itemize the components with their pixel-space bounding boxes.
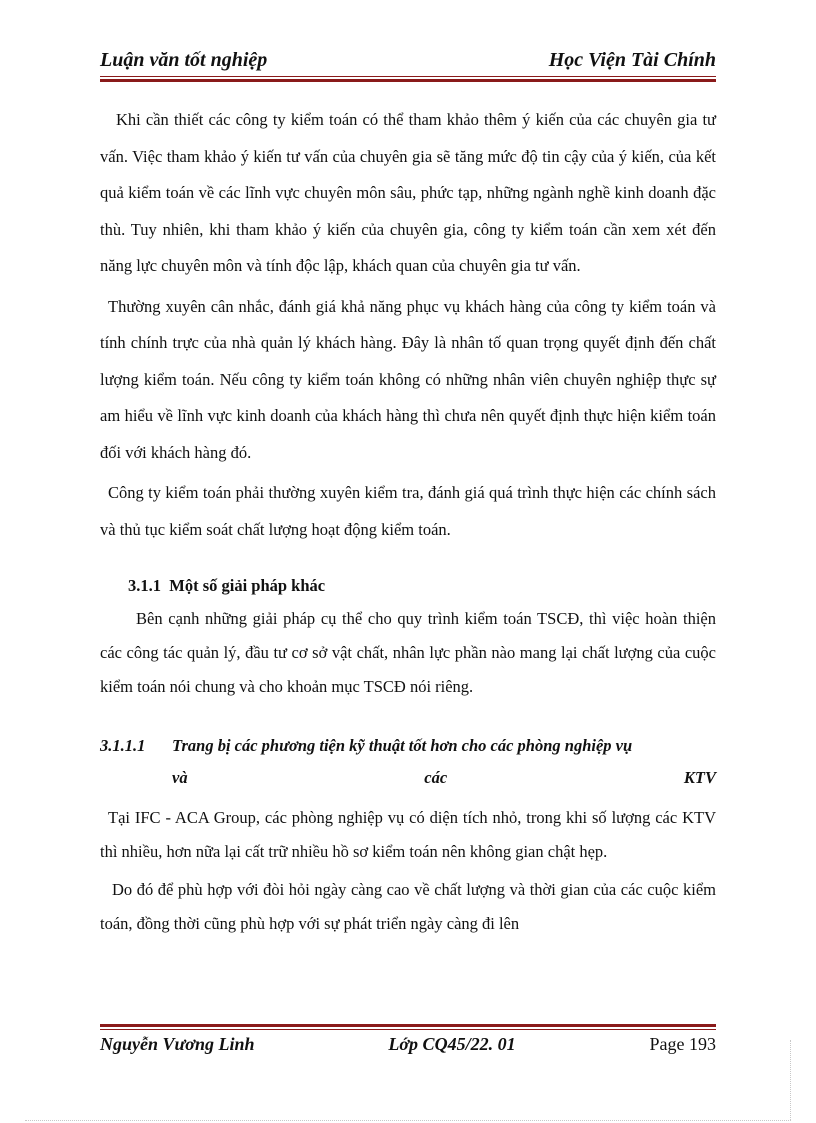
paragraph-conclusion: Do đó để phù hợp với đòi hỏi ngày càng cao về chất lượng và thời gian của các cuộc kiểm toán, đồng thời cũng phù hợp với sự phát triển ngày càng đi lên — [100, 880, 716, 933]
paragraph-quality-control: Công ty kiểm toán phải thường xuyên kiểm tra, đánh giá quá trình thực hiện các chính sách và thủ tục kiểm soát chất lượng hoạt động kiểm toán. — [100, 483, 716, 539]
footer-rule-thick — [100, 1024, 716, 1027]
footer-class: Lớp CQ45/22. 01 — [388, 1034, 516, 1054]
subsection-title-line1: Trang bị các phương tiện kỹ thuật tốt hơn cho các phòng nghiệp vụ — [172, 736, 633, 755]
page-footer — [100, 1034, 716, 1055]
paragraph-expert-consulting: Khi cần thiết các công ty kiểm toán có thể tham khảo thêm ý kiến của các chuyên gia tư vấn. Việc tham khảo ý kiến tư vấn của chuyên gia sẽ tăng mức độ tin cậy của ý kiến, của kết quả kiểm toán về các lĩnh vực chuyên môn sâu, phức tạp, những ngành nghề kinh doanh đặc thù. Tuy nhiên, khi tham khảo ý kiến của chuyên gia, công ty kiểm toán cần xem xét đến năng lực chuyên môn và tính độc lập, khách quan của chuyên gia tư vấn. — [100, 110, 716, 275]
page-header — [100, 46, 716, 72]
paragraph-other-solutions: Bên cạnh những giải pháp cụ thể cho quy trình kiểm toán TSCĐ, thì việc hoàn thiện các công tác quản lý, đầu tư cơ sở vật chất, nhân lực phần nào mang lại chất lượng của cuộc kiểm toán nói chung và cho khoản mục TSCĐ nói riêng. — [100, 609, 716, 696]
body-block-2 — [100, 602, 716, 704]
subsection-number: 3.1.1.1 — [100, 736, 146, 755]
subsection-title-word: KTV — [683, 768, 716, 787]
header-rule-thick — [100, 79, 716, 82]
subsection-title-word: các — [424, 768, 448, 787]
footer-rule-thin — [100, 1029, 716, 1030]
header-institution: Học Viện Tài Chính — [548, 49, 716, 71]
section-number: 3.1.1 — [128, 576, 161, 595]
footer-author: Nguyễn Vương Linh — [100, 1034, 255, 1054]
page-border-bottom — [25, 1120, 791, 1121]
body-block-3 — [100, 801, 716, 941]
header-rule-thin — [100, 76, 716, 77]
paragraph-office-space: Tại IFC - ACA Group, các phòng nghiệp vụ có diện tích nhỏ, trong khi số lượng các KTV thì nhiều, hơn nữa lại cất trữ nhiều hồ sơ kiểm toán nên không gian chật hẹp. — [100, 808, 716, 861]
page-number: Page 193 — [649, 1034, 716, 1054]
subsection-title-word: và — [172, 768, 188, 787]
section-heading — [128, 576, 325, 596]
section-title: Một số giải pháp khác — [169, 576, 326, 595]
paragraph-client-assessment: Thường xuyên cân nhắc, đánh giá khả năng phục vụ khách hàng của công ty kiểm toán và tính chính trực của nhà quản lý khách hàng. Đây là nhân tố quan trọng quyết định đến chất lượng kiểm toán. Nếu công ty kiểm toán không có những nhân viên chuyên nghiệp thực sự am hiểu về lĩnh vực kinh doanh của khách hàng thì chưa nên quyết định thực hiện kiểm toán đối với khách hàng đó. — [100, 296, 716, 462]
page-border-right — [790, 1040, 791, 1120]
subsection-heading — [100, 736, 716, 788]
body-block-1 — [100, 102, 716, 548]
header-thesis-title: Luận văn tốt nghiệp — [100, 49, 268, 71]
